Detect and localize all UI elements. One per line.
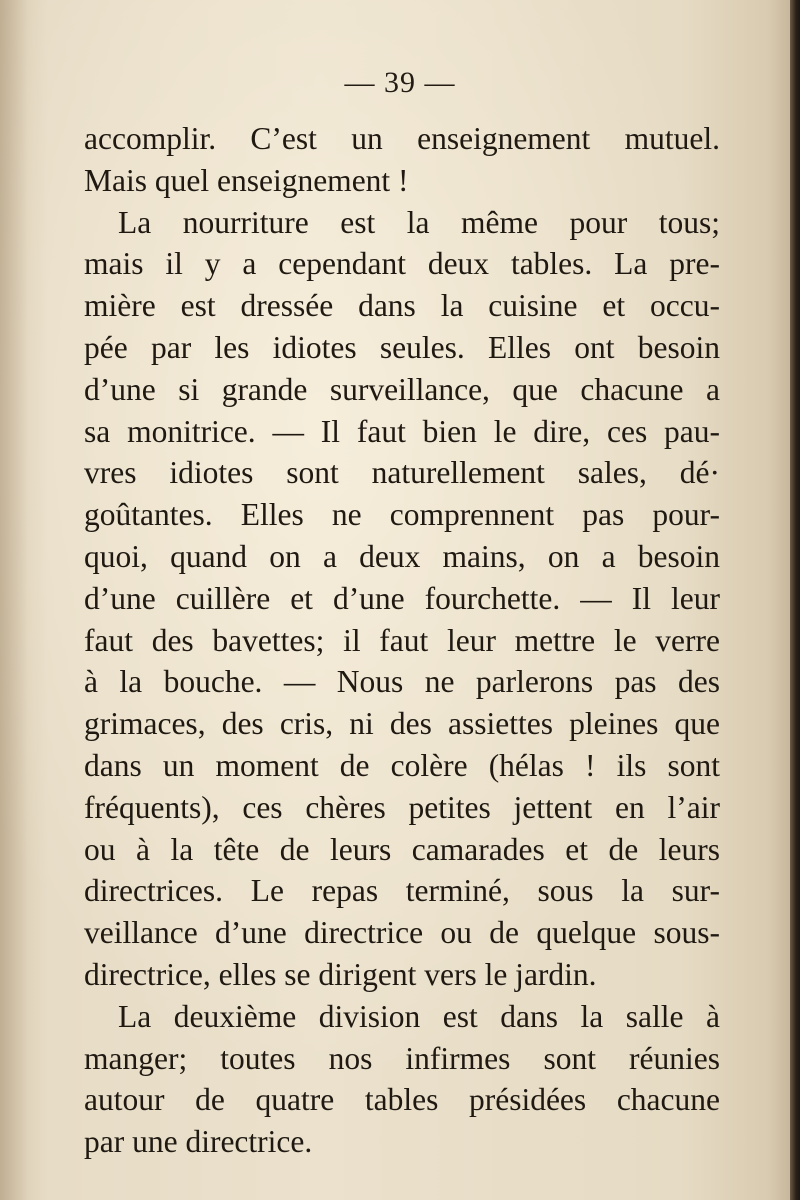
text-line: manger; toutes nos infirmes sont réunies <box>84 1040 720 1076</box>
text-line: sa monitrice. — Il faut bien le dire, ces pau- <box>84 413 720 449</box>
text-line: veillance d’une directrice ou de quelque sous- <box>84 915 720 951</box>
text-line: faut des bavettes; il faut leur mettre le verre <box>84 622 720 658</box>
text-line: directrice, elles se dirigent vers le jardin. <box>84 956 597 992</box>
page-number: — 39 — <box>344 66 456 99</box>
text-line: Mais quel enseignement ! <box>84 162 409 198</box>
text-line: grimaces, des cris, ni des assiettes pleines que <box>84 706 720 742</box>
gutter-shadow <box>0 0 28 1200</box>
text-line: accomplir. C’est un enseignement mutuel. <box>84 121 720 156</box>
text-line: à la bouche. — Nous ne parlerons pas des <box>84 664 720 700</box>
text-line: pée par les idiotes seules. Elles ont besoin <box>84 329 720 365</box>
page-edge <box>790 0 800 1200</box>
text-line: directrices. Le repas terminé, sous la sur- <box>84 873 720 909</box>
text-line: goûtantes. Elles ne comprennent pas pour- <box>84 497 720 533</box>
text-line: mais il y a cependant deux tables. La pre- <box>84 246 720 282</box>
text-line: fréquents), ces chères petites jettent en l’air <box>84 789 720 825</box>
text-line: d’une si grande surveillance, que chacune a <box>84 371 720 407</box>
text-line: autour de quatre tables présidées chacune <box>84 1082 720 1118</box>
body-text <box>84 118 720 1163</box>
text-line: par une directrice. <box>84 1124 313 1160</box>
text-line: dans un moment de colère (hélas ! ils sont <box>84 747 720 783</box>
text-line: mière est dressée dans la cuisine et occu- <box>84 288 720 324</box>
text-line: d’une cuillère et d’une fourchette. — Il leur <box>84 580 720 616</box>
text-line: quoi, quand on a deux mains, on a besoin <box>84 538 720 574</box>
text-line: vres idiotes sont naturellement sales, dé· <box>84 455 720 491</box>
text-line: La deuxième division est dans la salle à <box>118 998 720 1034</box>
text-line: ou à la tête de leurs camarades et de leurs <box>84 831 720 867</box>
text-line: La nourriture est la même pour tous; <box>118 204 720 240</box>
